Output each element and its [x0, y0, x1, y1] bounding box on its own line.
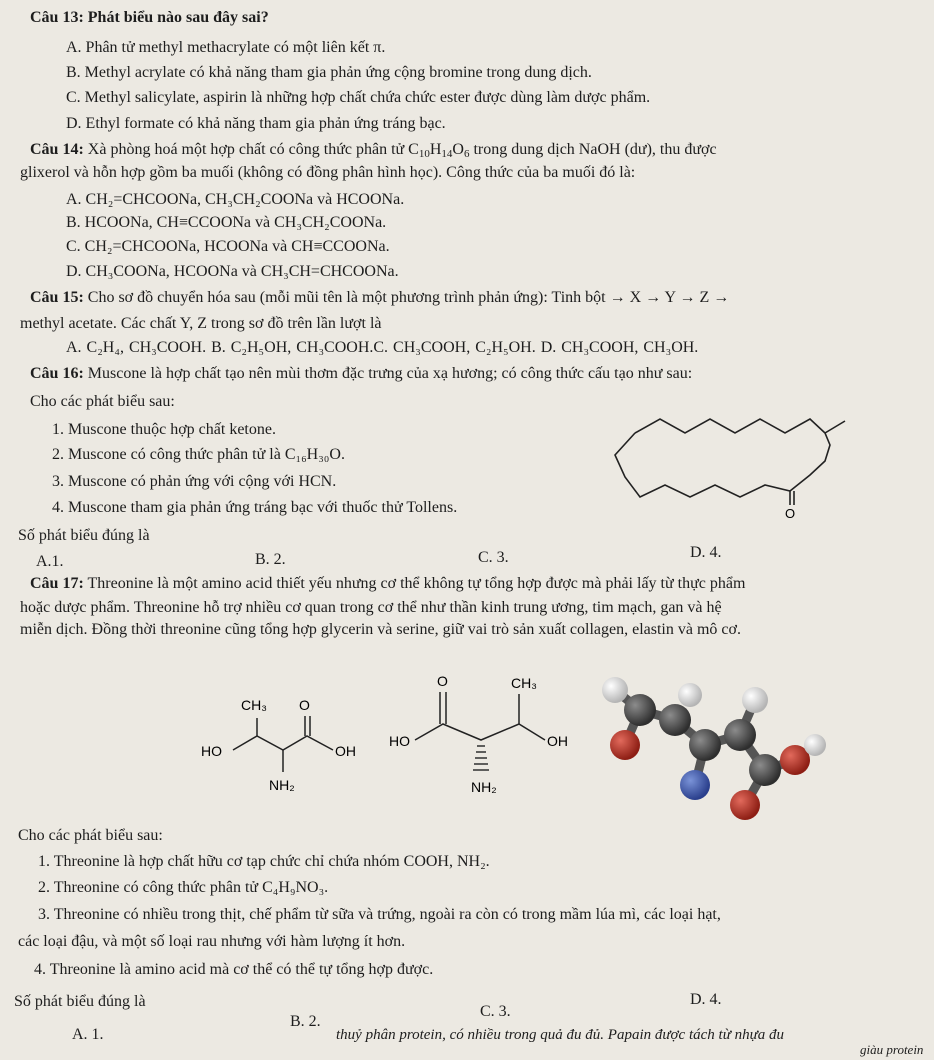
q16-count-prompt: Số phát biểu đúng là — [18, 527, 150, 544]
q17-statement-2: 2. Threonine có công thức phân tử C₄H₉NO₃. — [38, 879, 329, 896]
s1-ch3-label: CH₃ — [241, 697, 267, 713]
q16-intro: Cho các phát biểu sau: — [30, 393, 175, 410]
q17-option-c: C. 3. — [480, 1003, 511, 1020]
s2-o-label: O — [437, 673, 448, 689]
q16-option-b: B. 2. — [255, 551, 286, 568]
s2-ch3-label: CH₃ — [511, 675, 537, 691]
question-13-stem: Phát biểu nào sau đây sai? — [87, 9, 269, 26]
threonine-structure-2 — [385, 668, 585, 798]
question-13-header — [30, 8, 269, 28]
question-16-header — [30, 364, 692, 384]
q16-statement-2: 2. Muscone có công thức phân tử là C₁₆H₃₀O. — [52, 446, 345, 463]
question-16-title: Câu 16: — [30, 365, 84, 382]
q16-statement-3: 3. Muscone có phản ứng với cộng với HCN. — [52, 473, 337, 490]
q14-option-a: A. CH₂=CHCOONa, CH₃CH₂COONa và HCOONa. — [66, 191, 405, 208]
q13-option-b: B. Methyl acrylate có khả năng tham gia phản ứng cộng bromine trong dung dịch. — [66, 64, 592, 81]
q14-option-b: B. HCOONa, CH≡CCOONa và CH₃CH₂COONa. — [66, 214, 387, 231]
threonine-structure-1 — [195, 690, 370, 800]
q17-option-d: D. 4. — [690, 991, 722, 1008]
q16-option-c: C. 3. — [478, 549, 509, 566]
question-14-title: Câu 14: — [30, 141, 84, 158]
question-15-stem-1: Cho sơ đồ chuyển hóa sau (mỗi mũi tên là một phương trình phản ứng): Tinh bột → X → Y → Z → — [87, 289, 730, 306]
s2-nh2-label: NH₂ — [471, 779, 497, 795]
question-15-stem-2: methyl acetate. Các chất Y, Z trong sơ đồ trên lần lượt là — [20, 315, 382, 332]
q16-option-a: A.1. — [36, 553, 64, 570]
question-17-title: Câu 17: — [30, 575, 84, 592]
s1-oh-label: OH — [335, 743, 356, 759]
s2-oh-label: OH — [547, 733, 568, 749]
muscone-oxygen-label: O — [785, 506, 796, 521]
question-16-stem: Muscone là hợp chất tạo nên mùi thơm đặc trưng của xạ hương; có công thức cấu tạo như sau: — [87, 365, 693, 382]
q17-statement-4: 4. Threonine là amino acid mà cơ thể có thể tự tổng hợp được. — [34, 961, 434, 978]
q17-count-prompt: Số phát biểu đúng là — [14, 993, 146, 1010]
q17-statement-3a: 3. Threonine có nhiều trong thịt, chế phẩm từ sữa và trứng, ngoài ra còn có trong mầm lúa mì, các loại hạt, — [38, 906, 721, 923]
q15-options: A. C₂H₄, CH₃COOH. B. C₂H₅OH, CH₃COOH.C. CH₃COOH, C₂H₅OH. D. CH₃COOH, CH₃OH. — [66, 339, 699, 356]
question-14-stem-2: glixerol và hỗn hợp gồm ba muối (không có đồng phân hình học). Công thức của ba muối đó là: — [20, 164, 636, 181]
q17-statement-1: 1. Threonine là hợp chất hữu cơ tạp chức chỉ chứa nhóm COOH, NH₂. — [38, 853, 490, 870]
muscone-structure — [605, 405, 855, 525]
q16-option-d: D. 4. — [690, 544, 722, 561]
question-17-stem-2: hoặc dược phẩm. Threonine hỗ trợ nhiều cơ quan trong cơ thể như thần kinh trung ương, tim mạch, gan và hệ — [20, 599, 722, 616]
q13-option-a: A. Phân tử methyl methacrylate có một liên kết π. — [66, 39, 386, 56]
question-13-title: Câu 13: — [30, 9, 84, 26]
q17-statement-3b: các loại đậu, và một số loại rau nhưng với hàm lượng ít hơn. — [18, 933, 406, 950]
q17-option-b: B. 2. — [290, 1013, 321, 1030]
question-15-title: Câu 15: — [30, 289, 84, 306]
q14-option-d: D. CH₃COONa, HCOONa và CH₃CH=CHCOONa. — [66, 263, 399, 280]
s1-ho-label: HO — [201, 743, 222, 759]
q16-statement-4: 4. Muscone tham gia phản ứng tráng bạc với thuốc thử Tollens. — [52, 499, 458, 516]
s1-nh2-label: NH₂ — [269, 777, 295, 793]
question-17-stem-3: miễn dịch. Đồng thời threonine cũng tổng hợp glycerin và serine, giữ vai trò sản xuất collagen, elastin và mô cơ. — [20, 621, 741, 638]
q16-statement-1: 1. Muscone thuộc hợp chất ketone. — [52, 421, 276, 438]
question-17-header — [30, 574, 745, 594]
q13-option-d: D. Ethyl formate có khả năng tham gia phản ứng tráng bạc. — [66, 115, 446, 132]
q17-intro: Cho các phát biểu sau: — [18, 827, 163, 844]
question-15-header — [30, 288, 729, 308]
question-17-stem-1: Threonine là một amino acid thiết yếu nhưng cơ thể không tự tổng hợp được mà phải lấy từ thực phẩm — [87, 575, 746, 592]
question-14-stem-a: Xà phòng hoá một hợp chất có công thức phân tử C — [87, 141, 419, 158]
next-question-fragment-2: giàu protein — [860, 1042, 924, 1057]
next-question-fragment: thuỷ phân protein, có nhiều trong quả đu đủ. Papain được tách từ nhựa đu — [336, 1027, 785, 1043]
question-14-header: Câu 14: Xà phòng hoá một hợp chất có công thức phân tử $C_{10}H_{14}O_6$ trong dung dịch NaOH (dư), thu được — [30, 141, 717, 160]
q17-option-a: A. 1. — [72, 1026, 104, 1043]
question-14-stem-b: trong dung dịch NaOH (dư), thu được — [473, 141, 717, 158]
q13-option-c: C. Methyl salicylate, aspirin là những hợp chất chứa chức ester được dùng làm dược phẩm. — [66, 89, 651, 106]
threonine-ball-stick-model — [585, 650, 934, 825]
s1-o-label: O — [299, 697, 310, 713]
s2-ho-label: HO — [389, 733, 410, 749]
q14-option-c: C. CH₂=CHCOONa, HCOONa và CH≡CCOONa. — [66, 238, 390, 255]
